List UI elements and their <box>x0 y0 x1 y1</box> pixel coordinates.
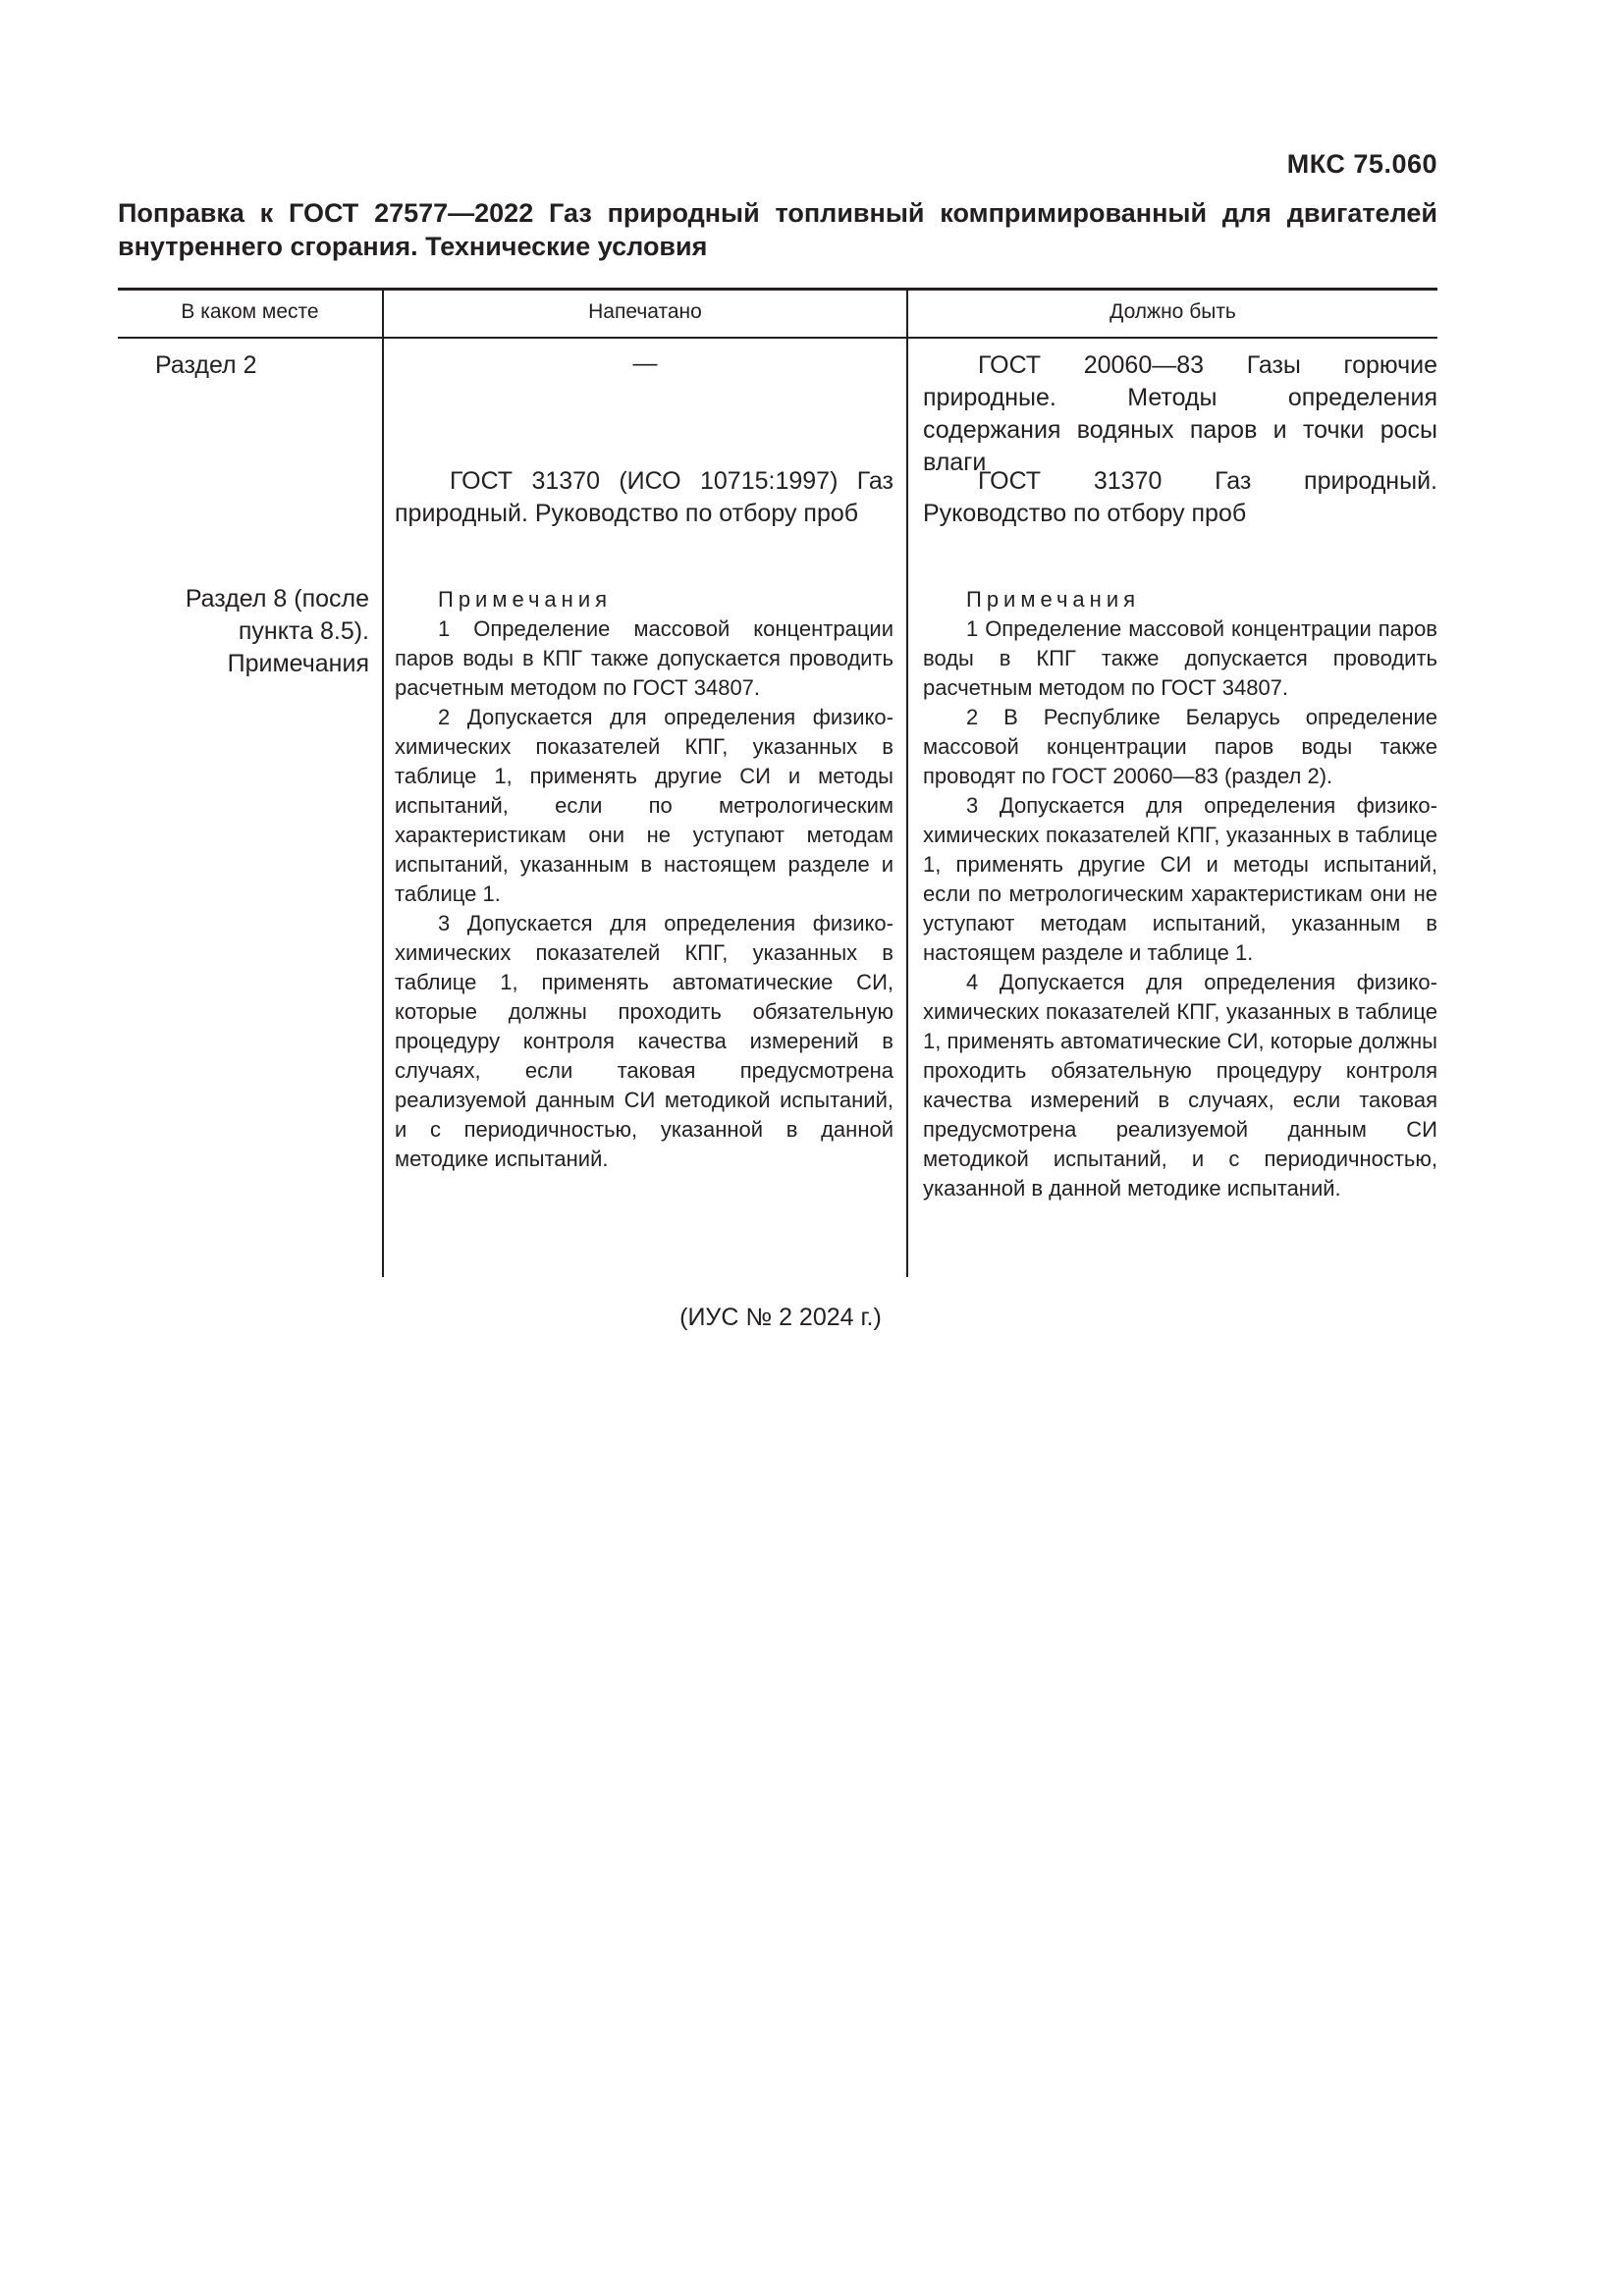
row-3-place: Раздел 8 (после пункта 8.5). Примечания <box>185 585 369 677</box>
notes-heading: Примечания <box>966 587 1141 612</box>
row-2-printed: ГОСТ 31370 (ИСО 10715:1997) Газ природный. Руководство по отбору проб <box>395 467 893 527</box>
row-3-should-be-notes <box>923 585 1437 1203</box>
row-1-place: Раздел 2 <box>155 351 257 379</box>
column-divider-1 <box>382 290 384 1277</box>
notes-heading: Примечания <box>438 587 613 612</box>
note-item: 2 В Республике Беларусь определение массовой концентрации паров воды также проводят по ГОСТ 20060—83 (раздел 2). <box>923 705 1437 788</box>
note-item: 3 Допускается для определения физико-химических показателей КПГ, указанных в таблице 1, применять другие СИ и методы испытаний, если по метрологическим характеристикам они не уступают методам испытаний, указанным в настоящем разделе и таблице 1. <box>923 793 1437 965</box>
column-divider-2 <box>906 290 908 1277</box>
note-item: 2 Допускается для определения физико-химических показателей КПГ, указанных в таблице 1, применять другие СИ и методы испытаний, если по метрологическим характеристикам они не уступают методам испытаний, указанным в настоящем разделе и таблице 1. <box>395 705 893 906</box>
note-item: 3 Допускается для определения физико-химических показателей КПГ, указанных в таблице 1, применять автоматические СИ, которые должны проходить обязательную процедуру контроля качества измерений в случаях, если таковая предусмотрена реализуемой данным СИ методикой испытаний, и с периодичностью, указанной в данной методике испытаний. <box>395 911 893 1171</box>
row-1-should-be: ГОСТ 20060—83 Газы горючие природные. Методы определения содержания водяных паров и точки росы влаги <box>923 351 1437 476</box>
table-top-rule <box>118 288 1437 291</box>
row-3-printed-notes <box>395 585 893 1174</box>
column-header-printed: Напечатано <box>588 300 702 323</box>
ius-reference: (ИУС № 2 2024 г.) <box>679 1304 882 1331</box>
note-item: 1 Определение массовой концентрации паров воды в КПГ также допускается проводить расчетным методом по ГОСТ 34807. <box>923 616 1437 700</box>
row-2-should-be: ГОСТ 31370 Газ природный. Руководство по отбору проб <box>923 467 1437 527</box>
column-header-place: В каком месте <box>181 300 319 323</box>
note-item: 1 Определение массовой концентрации паров воды в КПГ также допускается проводить расчетным методом по ГОСТ 34807. <box>395 616 893 700</box>
note-item: 4 Допускается для определения физико-химических показателей КПГ, указанных в таблице 1, применять автоматические СИ, которые должны проходить обязательную процедуру контроля качества измерений в случаях, если таковая предусмотрена реализуемой данным СИ методикой испытаний, и с периодичностью, указанной в данной методике испытаний. <box>923 970 1437 1201</box>
classification-code: МКС 75.060 <box>1286 149 1437 179</box>
table-header-rule <box>118 337 1437 339</box>
row-1-printed: — <box>632 349 658 377</box>
column-header-should-be: Должно быть <box>1110 300 1236 323</box>
document-title: Поправка к ГОСТ 27577—2022 Газ природный топливный компримированный для двигателей внутреннего сгорания. Технические условия <box>118 198 1437 261</box>
